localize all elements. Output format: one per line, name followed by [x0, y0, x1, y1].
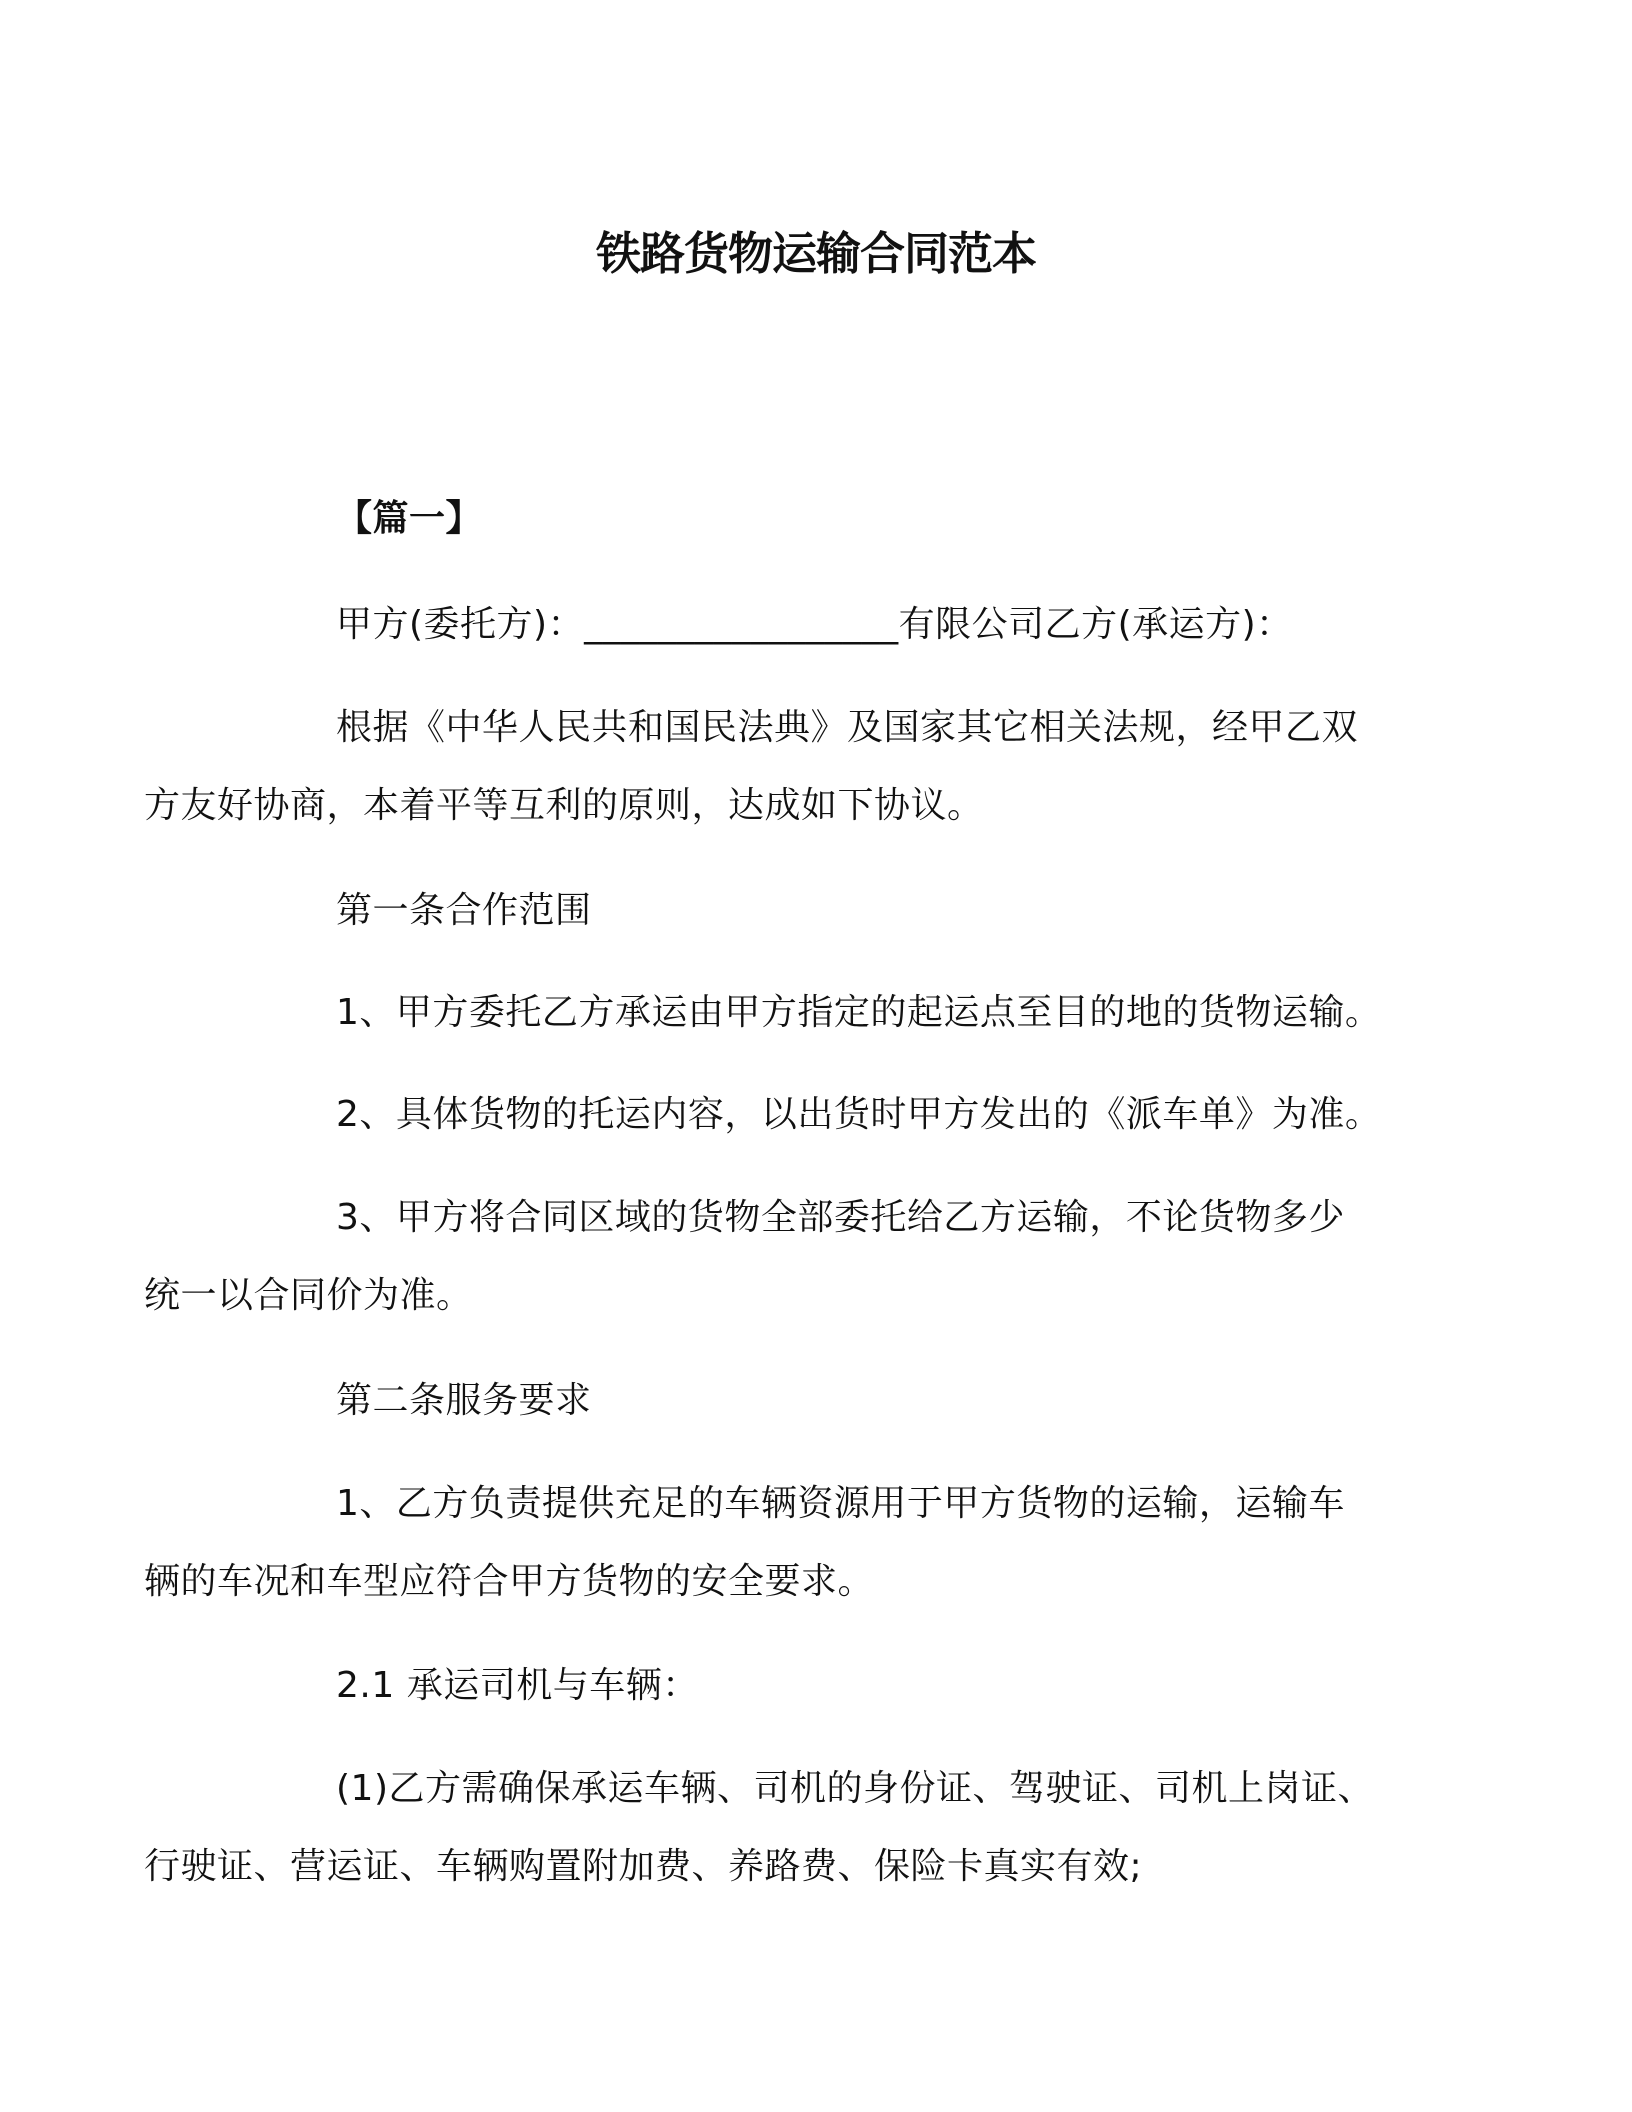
- article-2-item-1: [144, 1465, 1400, 1621]
- article-2-sub-item-1: [144, 1750, 1400, 1906]
- article-2-item-1-line-2: 辆的车况和车型应符合甲方货物的安全要求。: [144, 1561, 875, 1602]
- document-title: 铁路货物运输合同范本: [595, 227, 1036, 280]
- article-2-sub-heading: 2.1 承运司机与车辆：: [336, 1665, 699, 1706]
- article-1-item-3-line-2: 统一以合同价为准。: [144, 1275, 473, 1316]
- preamble-paragraph: [144, 689, 1400, 845]
- article-1-item-3: [144, 1179, 1400, 1335]
- article-2-item-1-line-1: 1、乙方负责提供充足的车辆资源用于甲方货物的运输，运输车: [336, 1483, 1345, 1524]
- section-label: 【篇一】: [336, 498, 483, 539]
- article-1-item-3-line-1: 3、甲方将合同区域的货物全部委托给乙方运输，不论货物多少: [336, 1197, 1345, 1238]
- article-2-sub-item-1-line-1: (1)乙方需确保承运车辆、司机的身份证、驾驶证、司机上岗证、: [336, 1768, 1374, 1809]
- article-1-heading: 第一条合作范围: [336, 890, 592, 931]
- article-2-heading: 第二条服务要求: [336, 1380, 592, 1421]
- preamble-line-2: 方友好协商，本着平等互利的原则，达成如下协议。: [144, 785, 984, 826]
- parties-line: 甲方(委托方)：_________________有限公司乙方(承运方)：: [336, 604, 1293, 645]
- article-2-sub-item-1-line-2: 行驶证、营运证、车辆购置附加费、养路费、保险卡真实有效;: [144, 1846, 1143, 1887]
- article-1-item-1: 1、甲方委托乙方承运由甲方指定的起运点至目的地的货物运输。: [336, 992, 1382, 1033]
- article-1-item-2: 2、具体货物的托运内容，以出货时甲方发出的《派车单》为准。: [336, 1094, 1382, 1135]
- preamble-line-1: 根据《中华人民共和国民法典》及国家其它相关法规，经甲乙双: [336, 707, 1359, 748]
